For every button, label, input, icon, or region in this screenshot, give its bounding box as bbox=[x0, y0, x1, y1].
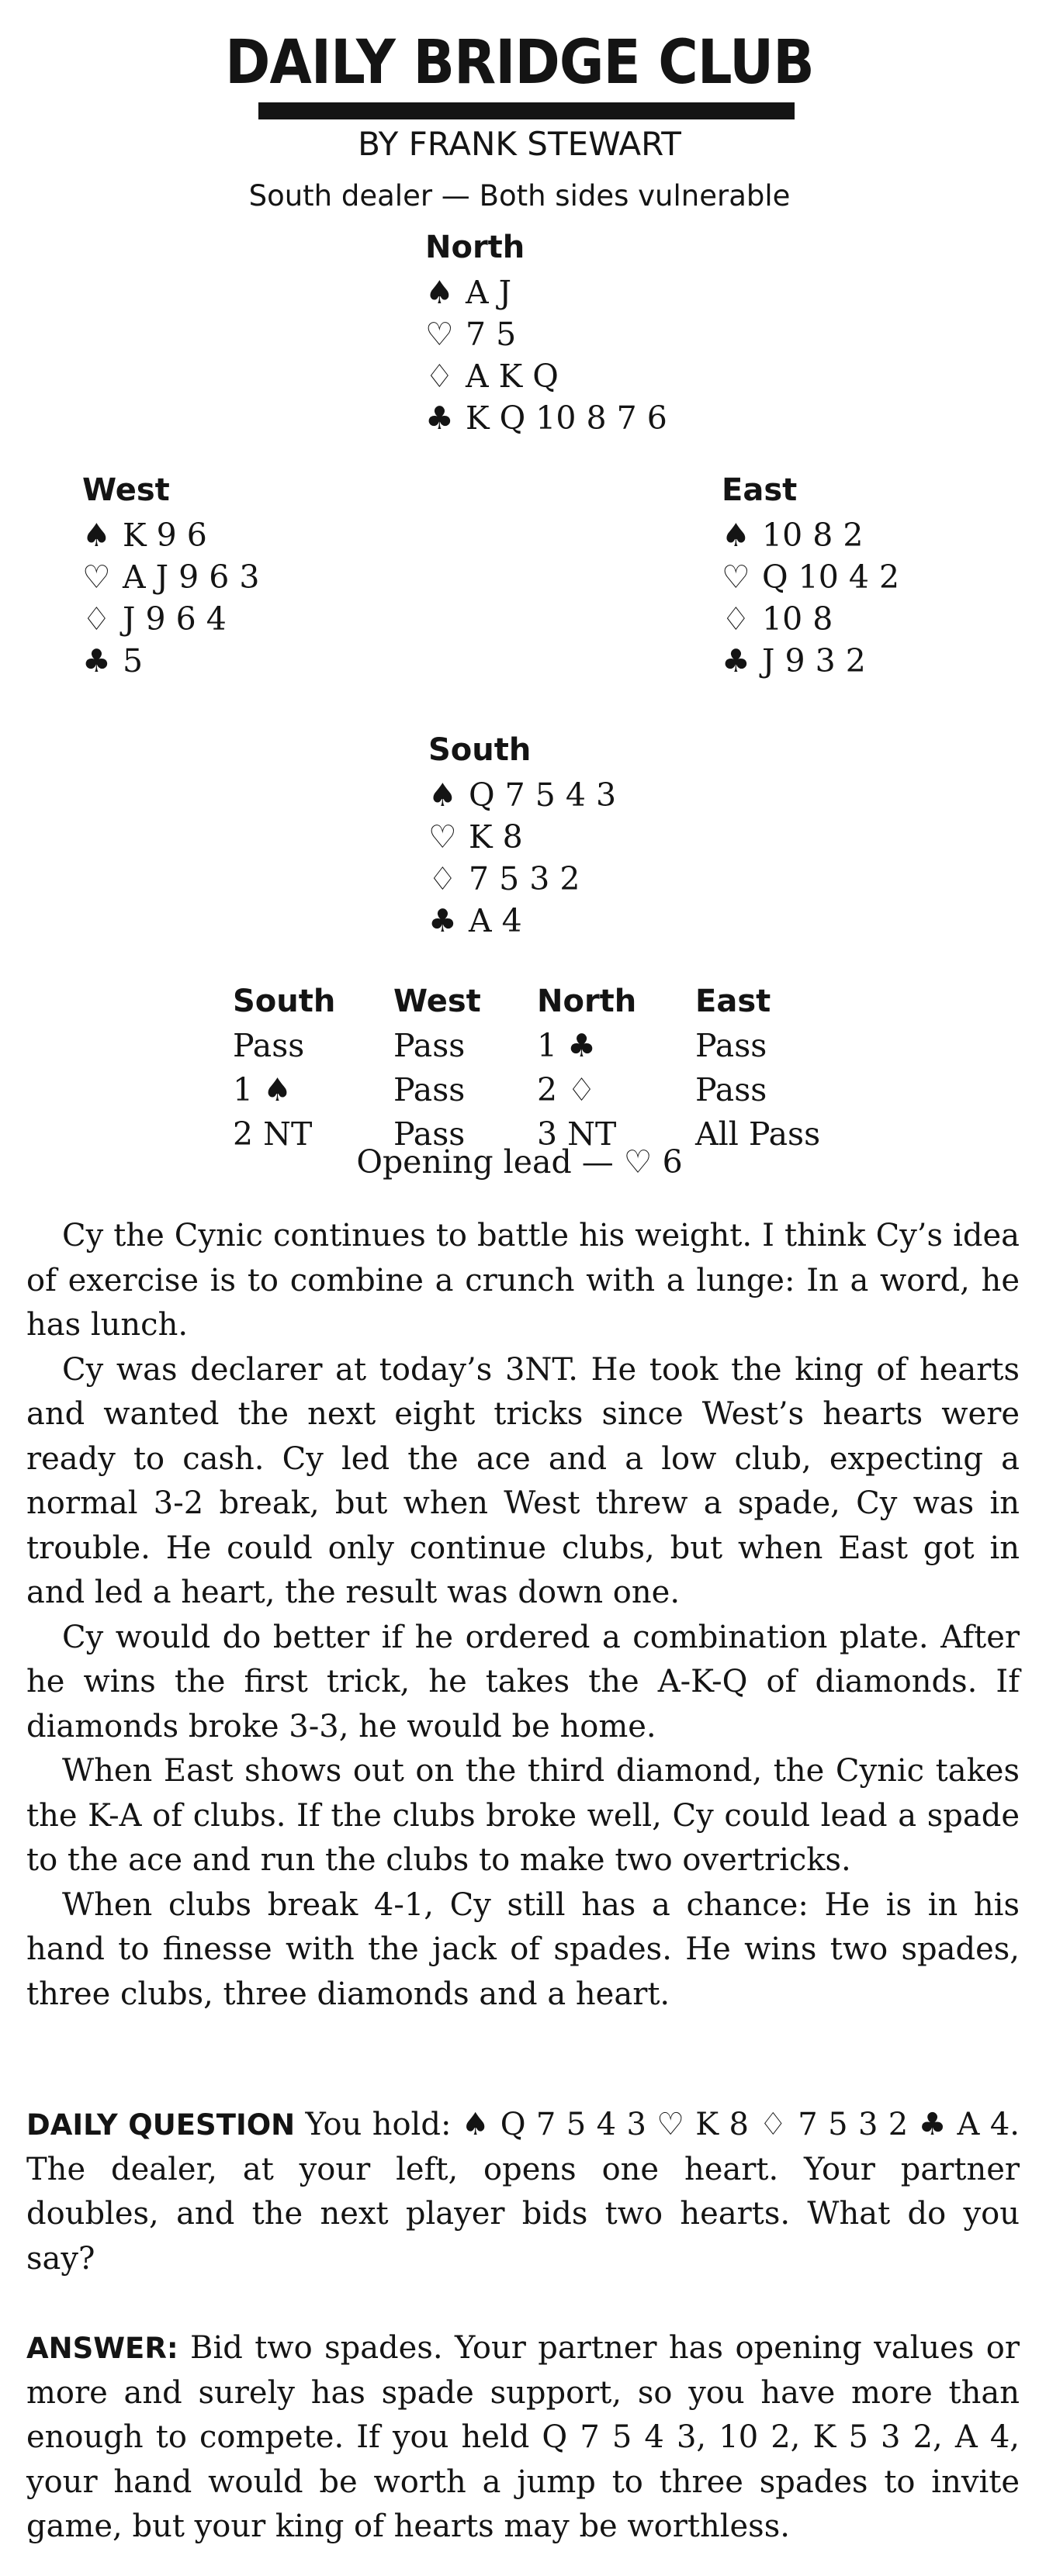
bidding-header-row bbox=[233, 979, 850, 1023]
bid-cell: Pass bbox=[695, 1026, 767, 1064]
south-hearts: ♡ K 8 bbox=[428, 816, 616, 858]
east-label: East bbox=[722, 472, 798, 508]
north-label: North bbox=[425, 230, 525, 265]
south-clubs: ♣ A 4 bbox=[428, 900, 616, 942]
south-hand bbox=[428, 729, 616, 942]
west-hearts: ♡ A J 9 6 3 bbox=[82, 556, 259, 598]
bidding-header: West bbox=[393, 983, 481, 1019]
club-icon: ♣ bbox=[722, 642, 750, 679]
spade-icon: ♠ bbox=[82, 517, 111, 554]
bid-cell: Pass bbox=[393, 1115, 466, 1153]
bid-cell: 2 ♢ bbox=[537, 1070, 596, 1108]
heart-icon: ♡ bbox=[425, 316, 454, 353]
west-clubs: ♣ 5 bbox=[82, 640, 259, 682]
daily-question-text: You hold: ♠ Q 7 5 4 3 ♡ K 8 ♢ 7 5 3 2 ♣ A 4. The dealer, at your left, opens one heart. Your partner doubles, and the next player bids two hearts. What do you say? bbox=[26, 2107, 1020, 2277]
diamond-icon: ♢ bbox=[428, 860, 457, 897]
bid-cell: 1 ♣ bbox=[537, 1026, 596, 1064]
title-rule bbox=[258, 102, 795, 119]
article-paragraph: When East shows out on the third diamond, the Cynic takes the K-A of clubs. If the clubs broke well, Cy could lead a spade to the ace and run the clubs to make two overtricks. bbox=[26, 1753, 1020, 1878]
article-paragraph: Cy was declarer at today’s 3NT. He took the king of hearts and wanted the next eight tricks since West’s hearts were ready to cash. Cy led the ace and a low club, expecting a normal 3-2 break, but when West threw a spade, Cy was in trouble. He could only continue clubs, but when East got in and led a heart, the result was down one. bbox=[26, 1351, 1020, 1610]
south-diamonds: ♢ 7 5 3 2 bbox=[428, 858, 616, 900]
opening-lead: Opening lead — ♡ 6 bbox=[356, 1143, 683, 1181]
column-title: DAILY BRIDGE CLUB bbox=[225, 28, 814, 98]
bidding-table bbox=[233, 979, 850, 1156]
diamond-icon: ♢ bbox=[722, 600, 750, 638]
west-diamonds: ♢ J 9 6 4 bbox=[82, 598, 259, 640]
diamond-icon: ♢ bbox=[82, 600, 111, 638]
east-diamonds: ♢ 10 8 bbox=[722, 598, 899, 640]
daily-question-label: DAILY QUESTION bbox=[26, 2108, 296, 2142]
bidding-row bbox=[233, 1023, 850, 1067]
bid-cell: Pass bbox=[393, 1070, 466, 1108]
spade-icon: ♠ bbox=[722, 517, 750, 554]
answer-text: Bid two spades. Your partner has opening values or more and surely has spade support, so you have more than enough to compete. If you held Q 7 5 4 3, 10 2, K 5 3 2, A 4, your hand would be worth a jump to three spades to invite game, but your king of hearts may be worthless. bbox=[26, 2330, 1020, 2544]
article-paragraph: Cy would do better if he ordered a combination plate. After he wins the first trick, he takes the A-K-Q of diamonds. If diamonds broke 3-3, he would be home. bbox=[26, 1619, 1020, 1744]
bid-cell: Pass bbox=[393, 1026, 466, 1064]
east-hearts: ♡ Q 10 4 2 bbox=[722, 556, 899, 598]
daily-question bbox=[26, 2103, 1020, 2281]
north-diamonds: ♢ A K Q bbox=[425, 355, 667, 397]
article-paragraph: When clubs break 4-1, Cy still has a chance: He is in his hand to finesse with the jack of spades. He wins two spades, three clubs, three diamonds and a heart. bbox=[26, 1886, 1020, 2012]
east-clubs: ♣ J 9 3 2 bbox=[722, 640, 899, 682]
byline: BY FRANK STEWART bbox=[358, 125, 681, 163]
east-spades: ♠ 10 8 2 bbox=[722, 514, 899, 556]
answer bbox=[26, 2326, 1020, 2550]
west-spades: ♠ K 9 6 bbox=[82, 514, 259, 556]
bid-cell: Pass bbox=[233, 1026, 305, 1064]
diamond-icon: ♢ bbox=[425, 358, 454, 395]
north-hand bbox=[425, 226, 667, 439]
article-body bbox=[26, 1214, 1020, 2017]
dealer-line: South dealer — Both sides vulnerable bbox=[248, 179, 791, 213]
club-icon: ♣ bbox=[425, 399, 454, 437]
bidding-header: North bbox=[537, 983, 637, 1019]
bid-cell: 3 NT bbox=[537, 1115, 617, 1153]
spade-icon: ♠ bbox=[428, 776, 457, 814]
club-icon: ♣ bbox=[82, 642, 111, 679]
north-spades: ♠ A J bbox=[425, 271, 667, 313]
south-label: South bbox=[428, 732, 532, 768]
north-clubs: ♣ K Q 10 8 7 6 bbox=[425, 397, 667, 439]
club-icon: ♣ bbox=[428, 902, 457, 939]
bidding-header: South bbox=[233, 983, 336, 1019]
bid-cell: 2 NT bbox=[233, 1115, 313, 1153]
bid-cell: Pass bbox=[695, 1070, 767, 1108]
answer-label: ANSWER: bbox=[26, 2332, 178, 2365]
heart-icon: ♡ bbox=[428, 818, 457, 856]
south-spades: ♠ Q 7 5 4 3 bbox=[428, 774, 616, 816]
west-label: West bbox=[82, 472, 170, 508]
spade-icon: ♠ bbox=[425, 274, 454, 311]
bid-cell: 1 ♠ bbox=[233, 1070, 292, 1108]
north-hearts: ♡ 7 5 bbox=[425, 313, 667, 355]
heart-icon: ♡ bbox=[722, 558, 750, 596]
article-paragraph: Cy the Cynic continues to battle his weight. I think Cy’s idea of exercise is to combine a crunch with a lunge: In a word, he has lunch. bbox=[26, 1218, 1020, 1343]
east-hand bbox=[722, 469, 899, 682]
bid-cell: All Pass bbox=[695, 1115, 821, 1153]
west-hand bbox=[82, 469, 259, 682]
bidding-row bbox=[233, 1067, 850, 1112]
heart-icon: ♡ bbox=[82, 558, 111, 596]
bidding-header: East bbox=[695, 983, 771, 1019]
